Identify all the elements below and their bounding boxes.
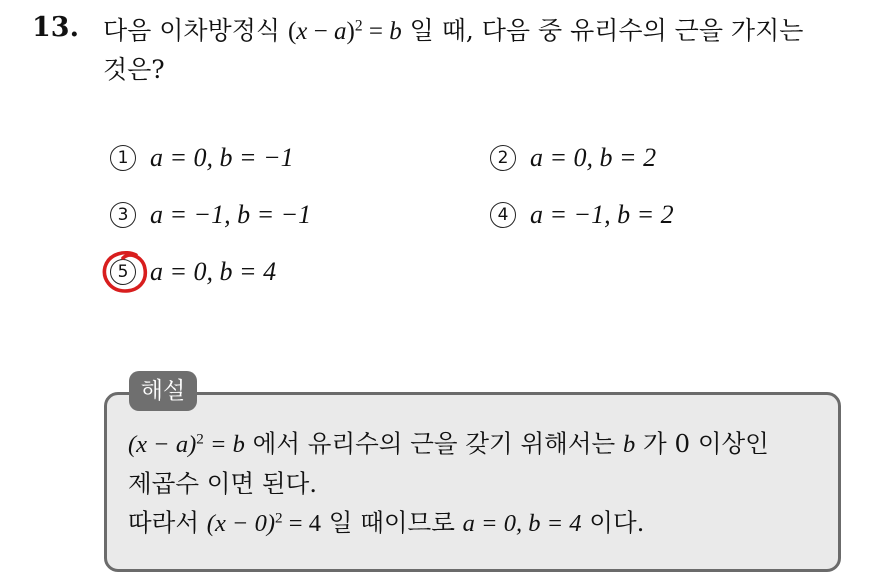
eq-var-x: x: [296, 18, 308, 45]
question-line-1: [103, 12, 873, 51]
choice-2-expression: a = 0, b = 2: [530, 143, 657, 172]
solution-line-2: 제곱수 이면 된다.: [128, 469, 318, 498]
solution-l1-eq: = b: [203, 431, 245, 458]
choice-4[interactable]: [490, 200, 674, 230]
eq-paren-open: (: [287, 18, 297, 45]
solution-l3-answer: a = 0, b = 4: [462, 510, 582, 537]
choice-1-expression: a = 0, b = −1: [150, 143, 294, 172]
question-equation: [288, 18, 402, 45]
choice-4-number-icon: 4: [490, 202, 516, 228]
solution-tag: 해설: [129, 371, 197, 411]
choice-1[interactable]: [110, 143, 294, 173]
choice-2[interactable]: [490, 143, 656, 173]
solution-l3-eq: = 4: [282, 510, 321, 537]
eq-var-a: a: [334, 18, 347, 45]
question-number: 13.: [32, 12, 79, 43]
solution-l3-text-b: 일 때이므로: [320, 508, 463, 537]
choice-1-number-icon: 1: [110, 145, 136, 171]
choice-4-expression: a = −1, b = 2: [530, 200, 674, 229]
eq-equals: =: [362, 18, 390, 45]
solution-l3-math: (x − 0): [206, 510, 276, 537]
solution-l1-text-b: 가 0 이상인: [635, 429, 769, 458]
eq-minus: −: [307, 18, 334, 45]
solution-line-1: [128, 424, 828, 464]
solution-l1-exp: 2: [196, 430, 204, 448]
solution-l3-exp: 2: [275, 509, 283, 527]
choice-5[interactable]: [110, 257, 276, 287]
solution-l1-math: (x − a): [128, 431, 197, 458]
eq-var-b: b: [389, 18, 402, 45]
solution-line-3: [128, 503, 828, 543]
question-stem: [103, 12, 873, 89]
choice-5-expression: a = 0, b = 4: [150, 257, 277, 286]
question-text-suffix: 일 때, 다음 중 유리수의 근을 가지는: [401, 16, 804, 45]
choice-5-number-icon: 5: [110, 259, 136, 285]
solution-text: [128, 424, 828, 543]
choice-3[interactable]: [110, 200, 311, 230]
solution-l1-b: b: [622, 431, 636, 458]
question-text-prefix: 다음 이차방정식: [103, 16, 288, 45]
solution-l3-text-a: 따라서: [128, 508, 207, 537]
question-line-2: 것은?: [103, 55, 165, 84]
solution-l3-text-c: 이다.: [581, 508, 645, 537]
choice-3-number-icon: 3: [110, 202, 136, 228]
solution-l1-text-a: 에서 유리수의 근을 갖기 위해서는: [244, 429, 623, 458]
eq-paren-close: ): [346, 18, 355, 45]
eq-exponent: 2: [354, 17, 363, 35]
choice-3-expression: a = −1, b = −1: [150, 200, 312, 229]
choice-2-number-icon: 2: [490, 145, 516, 171]
